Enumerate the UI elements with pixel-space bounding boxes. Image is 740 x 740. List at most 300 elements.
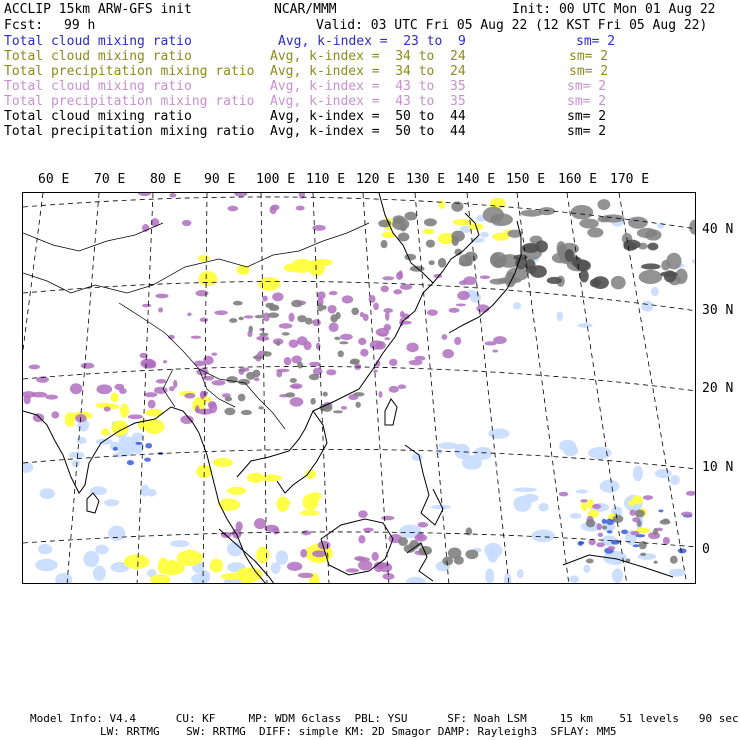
high-cloud-patch xyxy=(630,531,639,535)
low-cloud-patch xyxy=(462,455,482,469)
cloud-top-patch xyxy=(661,260,670,271)
low-cloud-patch xyxy=(96,439,113,445)
legend-smoothing: sm= 2 xyxy=(567,124,607,139)
longitude-label: 60 E xyxy=(38,172,70,187)
high-cloud-patch xyxy=(259,328,265,331)
cloud-top-patch xyxy=(639,541,647,549)
low-cloud-patch xyxy=(470,292,481,303)
high-cloud-patch xyxy=(427,309,438,316)
high-cloud-patch xyxy=(148,400,156,409)
init-time: Init: 00 UTC Mon 01 Aug 22 xyxy=(512,2,716,17)
low-cloud-core xyxy=(607,530,613,533)
high-cloud-patch xyxy=(291,383,303,389)
cloud-top-patch xyxy=(675,269,687,284)
cloud-top-patch xyxy=(459,254,472,266)
low-cloud-patch xyxy=(147,489,157,497)
legend-smoothing: sm= 2 xyxy=(567,94,607,109)
high-cloud-patch xyxy=(385,311,390,320)
high-cloud-patch xyxy=(284,357,292,365)
low-cloud-patch xyxy=(83,551,99,567)
longitude-label: 90 E xyxy=(204,172,236,187)
low-cloud-core xyxy=(113,447,118,451)
cloud-top-patch xyxy=(654,561,658,564)
high-cloud-patch xyxy=(381,285,389,292)
cloud-top-patch xyxy=(465,550,478,560)
low-cloud-core xyxy=(579,541,585,544)
model-info-line2: LW: RRTMG SW: RRTMG DIFF: simple KM: 2D Smagor DAMP: Rayleigh3 SFLAY: MM5 xyxy=(100,725,617,738)
high-cloud-patch xyxy=(296,206,305,211)
high-cloud-patch xyxy=(389,359,397,366)
center-name: NCAR/MMM xyxy=(274,2,337,17)
cloud-top-patch xyxy=(238,317,243,321)
high-cloud-patch xyxy=(214,310,227,315)
valid-time: Valid: 03 UTC Fri 05 Aug 22 (12 KST Fri 05 Aug 22) xyxy=(316,18,708,33)
high-cloud-patch xyxy=(681,512,693,517)
low-cloud-core xyxy=(658,509,663,512)
legend-field: Total cloud mixing ratio xyxy=(4,109,192,124)
high-cloud-patch xyxy=(158,307,163,312)
legend-index-range: Avg, k-index = 34 to 24 xyxy=(270,64,466,79)
mid-cloud-patch xyxy=(453,219,472,225)
low-cloud-patch xyxy=(513,487,537,492)
cloud-top-patch xyxy=(351,307,359,315)
high-cloud-patch xyxy=(254,518,266,529)
mid-cloud-patch xyxy=(120,403,129,417)
longitude-label: 70 E xyxy=(94,172,126,187)
high-cloud-patch xyxy=(200,391,207,397)
high-cloud-patch xyxy=(340,334,353,340)
low-cloud-patch xyxy=(95,545,109,555)
legend-smoothing: sm= 2 xyxy=(569,49,609,64)
cloud-top-patch xyxy=(597,199,610,210)
cloud-top-patch xyxy=(410,266,425,272)
high-cloud-patch xyxy=(441,334,447,340)
cloud-top-patch xyxy=(451,231,465,242)
cloud-top-patch xyxy=(252,370,260,378)
coastline-taiwan xyxy=(385,399,397,425)
high-cloud-patch xyxy=(459,280,467,285)
high-cloud-patch xyxy=(414,356,425,361)
high-cloud-patch xyxy=(300,549,307,558)
low-cloud-patch xyxy=(514,496,532,512)
low-cloud-patch xyxy=(23,462,33,473)
mid-cloud-patch xyxy=(144,419,165,434)
legend-index-range: Avg, k-index = 50 to 44 xyxy=(270,124,466,139)
cloud-top-patch xyxy=(259,333,268,336)
mid-cloud-patch xyxy=(632,496,643,505)
high-cloud-patch xyxy=(492,350,498,353)
cloud-top-patch xyxy=(263,351,272,356)
low-cloud-patch xyxy=(113,452,127,457)
cloud-top-patch xyxy=(334,337,340,340)
high-cloud-patch xyxy=(449,308,460,313)
low-cloud-patch xyxy=(55,573,72,584)
mid-cloud-patch xyxy=(492,233,509,241)
low-cloud-patch xyxy=(517,569,524,578)
low-cloud-patch xyxy=(104,499,119,506)
cloud-top-patch xyxy=(297,362,303,369)
mid-cloud-patch xyxy=(158,557,168,570)
high-cloud-patch xyxy=(456,303,466,306)
mid-cloud-patch xyxy=(101,429,110,436)
coastline-sri-lanka xyxy=(87,493,99,513)
cloud-top-patch xyxy=(276,340,280,346)
cloud-top-patch xyxy=(393,215,405,224)
legend-index-range: Avg, k-index = 50 to 44 xyxy=(270,109,466,124)
high-cloud-patch xyxy=(328,305,337,314)
low-cloud-patch xyxy=(108,526,125,541)
high-cloud-patch xyxy=(358,535,365,543)
cloud-top-patch xyxy=(506,267,528,281)
longitude-label: 140 E xyxy=(456,172,496,187)
high-cloud-patch xyxy=(398,384,406,389)
low-cloud-patch xyxy=(692,259,696,264)
cloud-top-patch xyxy=(322,305,327,310)
low-cloud-patch xyxy=(39,488,55,499)
high-cloud-patch xyxy=(629,510,635,516)
cloud-top-patch xyxy=(689,220,696,235)
high-cloud-patch xyxy=(454,337,461,345)
cloud-top-patch xyxy=(613,515,624,523)
low-cloud-patch xyxy=(578,323,593,328)
cloud-top-patch xyxy=(442,557,453,566)
cloud-top-patch xyxy=(238,369,245,372)
legend-field: Total precipitation mixing ratio xyxy=(4,124,255,139)
high-cloud-patch xyxy=(276,370,282,377)
longitude-label: 130 E xyxy=(406,172,446,187)
high-cloud-patch xyxy=(480,275,490,279)
longitude-label: 100 E xyxy=(256,172,296,187)
low-cloud-patch xyxy=(651,287,659,296)
high-cloud-patch xyxy=(180,415,193,424)
high-cloud-patch xyxy=(290,397,304,407)
high-cloud-patch xyxy=(182,220,191,226)
cloud-top-patch xyxy=(233,301,243,306)
low-cloud-patch xyxy=(655,469,672,478)
cloud-top-patch xyxy=(611,276,626,290)
high-cloud-patch xyxy=(208,401,216,408)
high-cloud-patch xyxy=(686,491,696,496)
high-cloud-patch xyxy=(442,349,454,358)
cloud-top-core xyxy=(647,243,658,251)
mid-cloud-patch xyxy=(247,473,265,483)
mid-cloud-patch xyxy=(218,498,240,510)
mid-cloud-patch xyxy=(308,260,325,276)
cloud-top-patch xyxy=(225,397,232,402)
high-cloud-patch xyxy=(142,304,151,308)
high-cloud-patch xyxy=(363,314,369,321)
legend-row xyxy=(4,94,734,109)
high-cloud-patch xyxy=(663,537,670,545)
mid-cloud-patch xyxy=(210,559,223,573)
legend-row xyxy=(4,34,734,49)
high-cloud-patch xyxy=(29,365,40,370)
high-cloud-patch xyxy=(81,363,95,369)
map-canvas xyxy=(23,193,696,584)
high-cloud-patch xyxy=(358,338,366,345)
low-cloud-patch xyxy=(670,475,680,485)
high-cloud-patch xyxy=(272,292,283,301)
cloud-top-patch xyxy=(339,341,348,344)
high-cloud-patch xyxy=(301,530,311,535)
cloud-top-patch xyxy=(229,318,237,323)
high-cloud-patch xyxy=(256,336,269,341)
cloud-top-patch xyxy=(330,314,338,322)
high-cloud-patch xyxy=(360,349,368,357)
cloud-top-patch xyxy=(249,326,253,333)
cloud-top-patch xyxy=(426,240,435,248)
high-cloud-patch xyxy=(173,380,177,388)
low-cloud-patch xyxy=(669,569,686,577)
high-cloud-patch xyxy=(329,291,338,295)
high-cloud-patch xyxy=(346,568,359,572)
cloud-top-patch xyxy=(226,376,237,383)
high-cloud-patch xyxy=(262,296,267,302)
low-cloud-patch xyxy=(35,559,58,571)
mid-cloud-patch xyxy=(227,487,246,495)
cloud-top-patch xyxy=(268,312,280,318)
high-cloud-patch xyxy=(393,289,402,294)
low-cloud-core xyxy=(145,443,152,448)
low-cloud-patch xyxy=(480,232,489,238)
high-cloud-patch xyxy=(279,323,293,329)
cloud-top-patch xyxy=(571,205,593,219)
cloud-top-patch xyxy=(586,559,594,564)
cloud-top-patch xyxy=(338,350,344,357)
mid-cloud-patch xyxy=(256,547,269,564)
high-cloud-patch xyxy=(187,312,191,316)
cloud-top-patch xyxy=(640,553,646,556)
high-cloud-patch xyxy=(24,395,31,404)
latitude-label: 20 N xyxy=(702,381,734,396)
low-cloud-patch xyxy=(641,301,653,312)
high-cloud-patch xyxy=(144,392,157,397)
low-cloud-patch xyxy=(38,544,53,554)
high-cloud-patch xyxy=(200,318,209,322)
high-cloud-patch xyxy=(288,313,294,322)
low-cloud-patch xyxy=(588,447,612,459)
low-cloud-patch xyxy=(504,573,512,584)
high-cloud-patch xyxy=(96,384,112,394)
longitude-label: 170 E xyxy=(610,172,650,187)
legend-row xyxy=(4,64,734,79)
low-cloud-patch xyxy=(412,453,423,460)
low-cloud-core xyxy=(602,519,607,524)
high-cloud-patch xyxy=(329,322,339,332)
legend-field: Total precipitation mixing ratio xyxy=(4,64,255,79)
high-cloud-patch xyxy=(643,495,653,500)
low-cloud-patch xyxy=(485,568,494,584)
low-cloud-patch xyxy=(488,428,509,438)
low-cloud-core xyxy=(144,458,151,462)
high-cloud-patch xyxy=(383,324,391,331)
legend-index-range: Avg, k-index = 34 to 24 xyxy=(270,49,466,64)
high-cloud-patch xyxy=(399,318,403,326)
cloud-top-core xyxy=(660,271,678,277)
low-cloud-patch xyxy=(633,466,643,482)
high-cloud-patch xyxy=(119,388,127,394)
high-cloud-patch xyxy=(244,315,254,318)
low-cloud-patch xyxy=(600,480,620,493)
mid-cloud-patch xyxy=(439,200,445,209)
high-cloud-patch xyxy=(378,391,382,398)
high-cloud-patch xyxy=(212,380,226,386)
low-cloud-patch xyxy=(583,565,590,573)
low-cloud-patch xyxy=(576,489,588,493)
coastline-india xyxy=(23,407,199,493)
mid-cloud-patch xyxy=(258,277,280,291)
low-cloud-patch xyxy=(531,530,554,543)
cloud-top-patch xyxy=(579,219,599,229)
legend-row xyxy=(4,79,734,94)
high-cloud-patch xyxy=(312,319,321,326)
high-cloud-patch xyxy=(309,362,321,367)
high-cloud-patch xyxy=(299,193,305,199)
high-cloud-patch xyxy=(304,341,312,350)
cloud-top-patch xyxy=(353,392,364,396)
high-cloud-patch xyxy=(184,393,195,399)
cloud-top-patch xyxy=(424,218,437,226)
cloud-top-patch xyxy=(398,537,408,546)
high-cloud-patch xyxy=(363,528,374,532)
cloud-top-patch xyxy=(323,392,328,397)
cloud-top-patch xyxy=(241,410,252,415)
low-cloud-patch xyxy=(69,452,85,459)
latitude-label: 30 N xyxy=(702,303,734,318)
high-cloud-patch xyxy=(559,492,569,497)
cloud-top-core xyxy=(535,240,548,252)
high-cloud-patch xyxy=(128,414,143,419)
high-cloud-patch xyxy=(142,360,156,366)
low-cloud-patch xyxy=(538,503,548,512)
high-cloud-patch xyxy=(341,406,347,410)
mid-cloud-patch xyxy=(111,420,128,436)
high-cloud-patch xyxy=(370,340,384,349)
high-cloud-patch xyxy=(379,562,392,572)
high-cloud-patch xyxy=(273,527,280,534)
cloud-top-patch xyxy=(637,228,657,238)
cloud-top-patch xyxy=(635,509,645,517)
high-cloud-patch xyxy=(271,205,280,211)
high-cloud-patch xyxy=(298,573,313,578)
legend-index-range: Avg, k-index = 23 to 9 xyxy=(278,34,466,49)
high-cloud-patch xyxy=(227,206,238,212)
cloud-top-patch xyxy=(587,227,603,237)
high-cloud-patch xyxy=(326,369,336,375)
cloud-top-patch xyxy=(520,210,542,217)
mid-cloud-patch xyxy=(305,469,316,479)
legend-field: Total cloud mixing ratio xyxy=(4,79,192,94)
coastline-philippines xyxy=(405,445,443,525)
cloud-top-patch xyxy=(381,240,388,248)
high-cloud-patch xyxy=(400,284,412,290)
high-cloud-patch xyxy=(384,337,390,340)
cloud-top-core xyxy=(624,242,638,251)
low-cloud-patch xyxy=(563,444,578,456)
low-cloud-core xyxy=(127,460,134,465)
high-cloud-patch xyxy=(418,522,428,528)
low-cloud-patch xyxy=(612,568,623,583)
high-cloud-patch xyxy=(580,499,587,502)
cloud-top-core xyxy=(641,263,661,269)
high-cloud-patch xyxy=(382,276,394,280)
mid-cloud-patch xyxy=(65,412,75,427)
low-cloud-patch xyxy=(438,442,458,449)
high-cloud-patch xyxy=(196,368,208,375)
cloud-top-patch xyxy=(398,232,409,241)
high-cloud-patch xyxy=(596,542,605,547)
cloud-top-patch xyxy=(639,270,663,284)
low-cloud-core xyxy=(678,548,687,553)
cloud-top-patch xyxy=(255,315,264,318)
high-cloud-patch xyxy=(476,304,489,312)
map-panel xyxy=(22,192,696,584)
legend-row xyxy=(4,109,734,124)
cloud-top-patch xyxy=(404,254,416,261)
high-cloud-patch xyxy=(45,395,58,400)
mid-cloud-patch xyxy=(382,232,396,238)
cloud-top-patch xyxy=(305,318,313,325)
low-cloud-patch xyxy=(513,302,521,310)
low-cloud-patch xyxy=(76,437,86,444)
cloud-top-patch xyxy=(258,406,263,409)
high-cloud-patch xyxy=(155,294,168,299)
high-cloud-patch xyxy=(316,343,321,350)
cloud-top-patch xyxy=(586,519,595,527)
high-cloud-patch xyxy=(191,336,202,339)
legend-field: Total cloud mixing ratio xyxy=(4,34,192,49)
legend-field: Total cloud mixing ratio xyxy=(4,49,192,64)
high-cloud-patch xyxy=(598,533,603,537)
mid-cloud-patch xyxy=(423,229,434,235)
high-cloud-patch xyxy=(342,295,353,303)
cloud-top-patch xyxy=(269,306,279,309)
low-cloud-patch xyxy=(471,237,485,243)
cloud-top-patch xyxy=(309,374,320,380)
legend-index-range: Avg, k-index = 43 to 35 xyxy=(270,79,466,94)
high-cloud-patch xyxy=(104,407,111,412)
cloud-top-core xyxy=(565,249,574,262)
low-cloud-patch xyxy=(484,543,502,558)
mid-cloud-patch xyxy=(300,510,320,516)
high-cloud-patch xyxy=(358,560,372,570)
high-cloud-patch xyxy=(354,556,365,561)
mid-cloud-patch xyxy=(96,403,113,409)
high-cloud-patch xyxy=(417,532,424,540)
cloud-top-patch xyxy=(378,220,391,228)
high-cloud-patch xyxy=(156,379,167,384)
cloud-top-patch xyxy=(224,408,235,416)
high-cloud-patch xyxy=(457,291,470,300)
low-cloud-patch xyxy=(191,573,210,584)
low-cloud-patch xyxy=(93,566,106,581)
cloud-top-core xyxy=(590,278,601,287)
cloud-top-patch xyxy=(491,253,501,265)
high-cloud-patch xyxy=(372,552,379,561)
high-cloud-patch xyxy=(287,562,302,571)
forecast-label: Fcst: xyxy=(4,18,44,33)
forecast-hours: 99 h xyxy=(64,18,96,33)
cloud-top-patch xyxy=(238,394,246,402)
high-cloud-patch xyxy=(608,546,616,550)
mid-cloud-patch xyxy=(198,255,210,262)
mid-cloud-patch xyxy=(278,499,291,506)
high-cloud-patch xyxy=(70,383,82,394)
high-cloud-patch xyxy=(493,336,507,344)
mid-cloud-patch xyxy=(110,392,118,402)
cloud-top-patch xyxy=(310,398,315,405)
high-cloud-patch xyxy=(597,523,602,530)
